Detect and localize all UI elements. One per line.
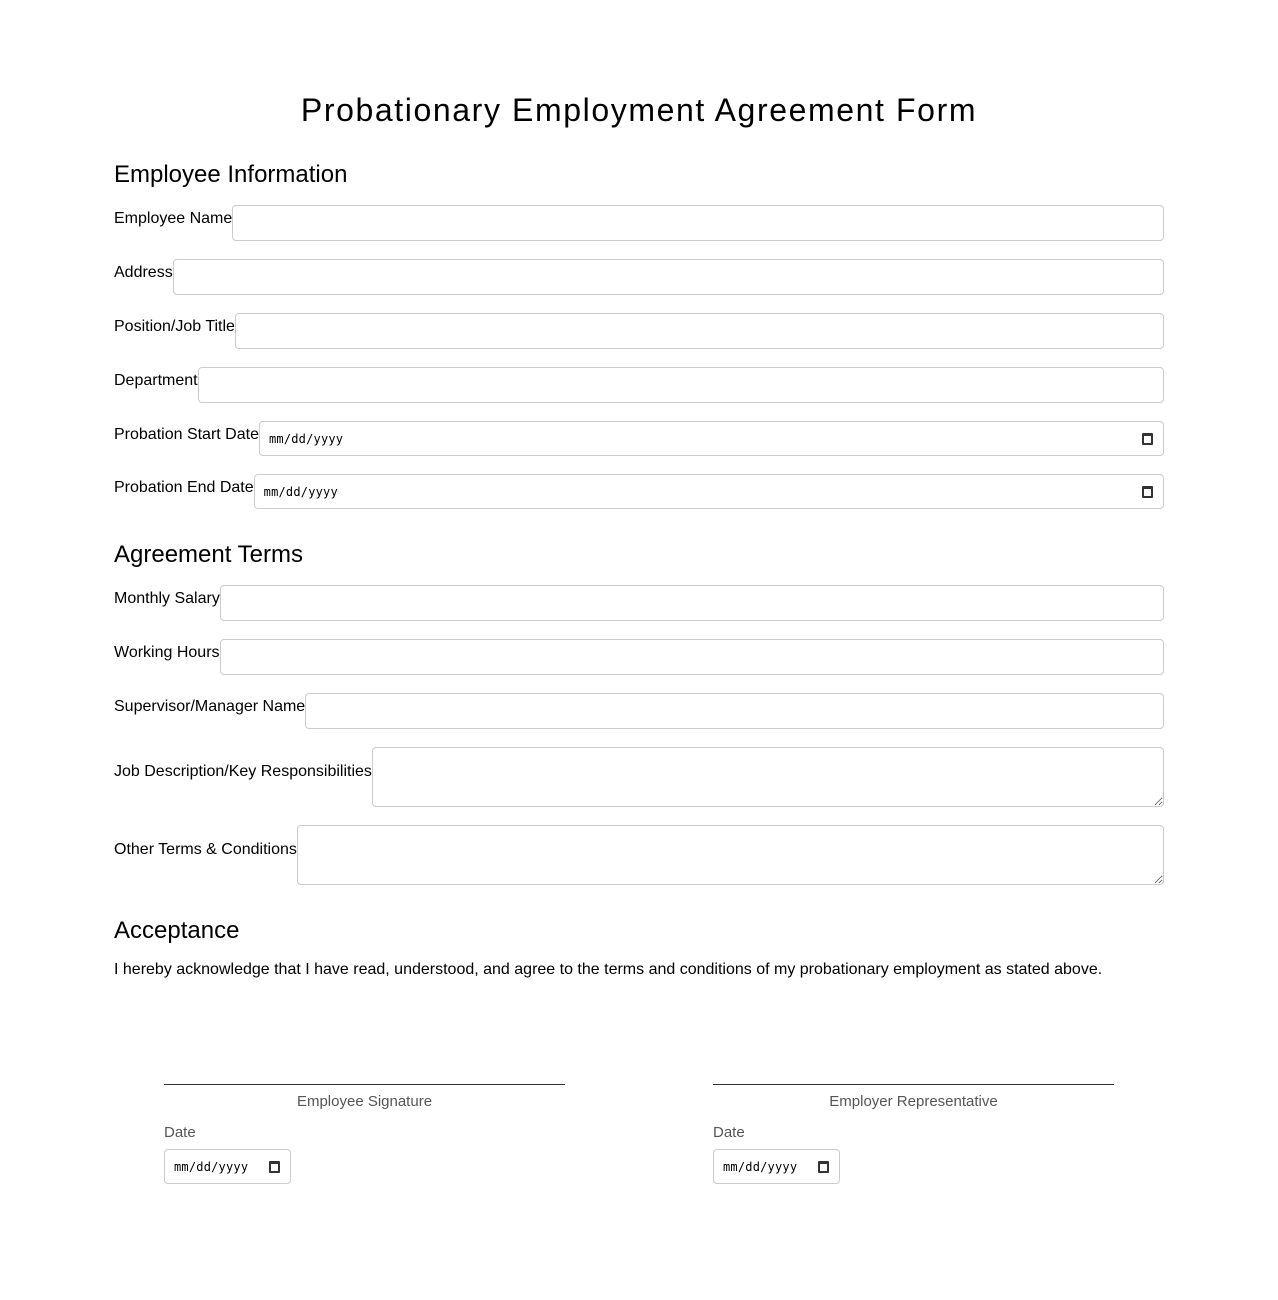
- employee-signature-line[interactable]: [164, 1084, 565, 1085]
- address-label: Address: [114, 264, 173, 281]
- calendar-icon[interactable]: [269, 1161, 280, 1173]
- page-title: Probationary Employment Agreement Form: [300, 92, 978, 128]
- employee-date-label: Date: [164, 1124, 196, 1141]
- working-hours-label: Working Hours: [114, 644, 220, 661]
- calendar-icon[interactable]: [1142, 486, 1153, 498]
- probation-start-date-row: [114, 421, 1164, 456]
- monthly-salary-label: Monthly Salary: [114, 590, 220, 607]
- employee-date-input[interactable]: [164, 1149, 291, 1184]
- probation-end-date-row: [114, 474, 1164, 509]
- employee-signature-label: Employee Signature: [296, 1093, 433, 1110]
- employer-signature-label: Employer Representative: [829, 1093, 998, 1110]
- position-row: [114, 313, 1164, 349]
- employee-name-row: [114, 205, 1164, 241]
- job-description-label: Job Description/Key Responsibilities: [114, 763, 372, 780]
- employee-name-label: Employee Name: [114, 210, 233, 227]
- probation-start-date-input[interactable]: [259, 421, 1164, 456]
- supervisor-label: Supervisor/Manager Name: [114, 698, 306, 715]
- address-row: [114, 259, 1164, 295]
- acceptance-statement: I hereby acknowledge that I have read, understood, and agree to the terms and conditions of my probationary employment as stated above.: [114, 961, 1103, 978]
- working-hours-input[interactable]: [220, 639, 1164, 675]
- calendar-icon[interactable]: [818, 1161, 829, 1173]
- address-input[interactable]: [173, 259, 1164, 295]
- employer-date-label: Date: [713, 1124, 745, 1141]
- position-label: Position/Job Title: [114, 318, 235, 335]
- calendar-icon[interactable]: [1142, 433, 1153, 445]
- probation-end-date-input[interactable]: [254, 474, 1164, 509]
- position-input[interactable]: [235, 313, 1164, 349]
- supervisor-input[interactable]: [305, 693, 1164, 729]
- other-terms-textarea[interactable]: [297, 825, 1164, 885]
- monthly-salary-input[interactable]: [220, 585, 1164, 621]
- date-placeholder: mm/dd/yyyy: [268, 431, 344, 446]
- other-terms-row: [114, 825, 1164, 885]
- working-hours-row: [114, 639, 1164, 675]
- monthly-salary-row: [114, 585, 1164, 621]
- section-title-agreement-terms: Agreement Terms: [114, 541, 303, 568]
- department-row: [114, 367, 1164, 403]
- department-label: Department: [114, 372, 198, 389]
- employer-signature-block: [713, 1084, 1114, 1184]
- employer-signature-line[interactable]: [713, 1084, 1114, 1085]
- probation-start-date-label: Probation Start Date: [114, 426, 259, 443]
- department-input[interactable]: [198, 367, 1164, 403]
- date-placeholder: mm/dd/yyyy: [263, 484, 338, 499]
- other-terms-label: Other Terms & Conditions: [114, 841, 297, 858]
- job-description-textarea[interactable]: [372, 747, 1164, 807]
- supervisor-row: [114, 693, 1164, 729]
- employee-name-input[interactable]: [232, 205, 1164, 241]
- date-placeholder: mm/dd/yyyy: [723, 1159, 798, 1174]
- date-placeholder: mm/dd/yyyy: [174, 1159, 249, 1174]
- section-title-employee-information: Employee Information: [114, 161, 348, 188]
- job-description-row: [114, 747, 1164, 807]
- employee-signature-block: [164, 1084, 565, 1184]
- employer-date-input[interactable]: [713, 1149, 840, 1184]
- probation-end-date-label: Probation End Date: [114, 479, 254, 496]
- section-title-acceptance: Acceptance: [114, 917, 240, 944]
